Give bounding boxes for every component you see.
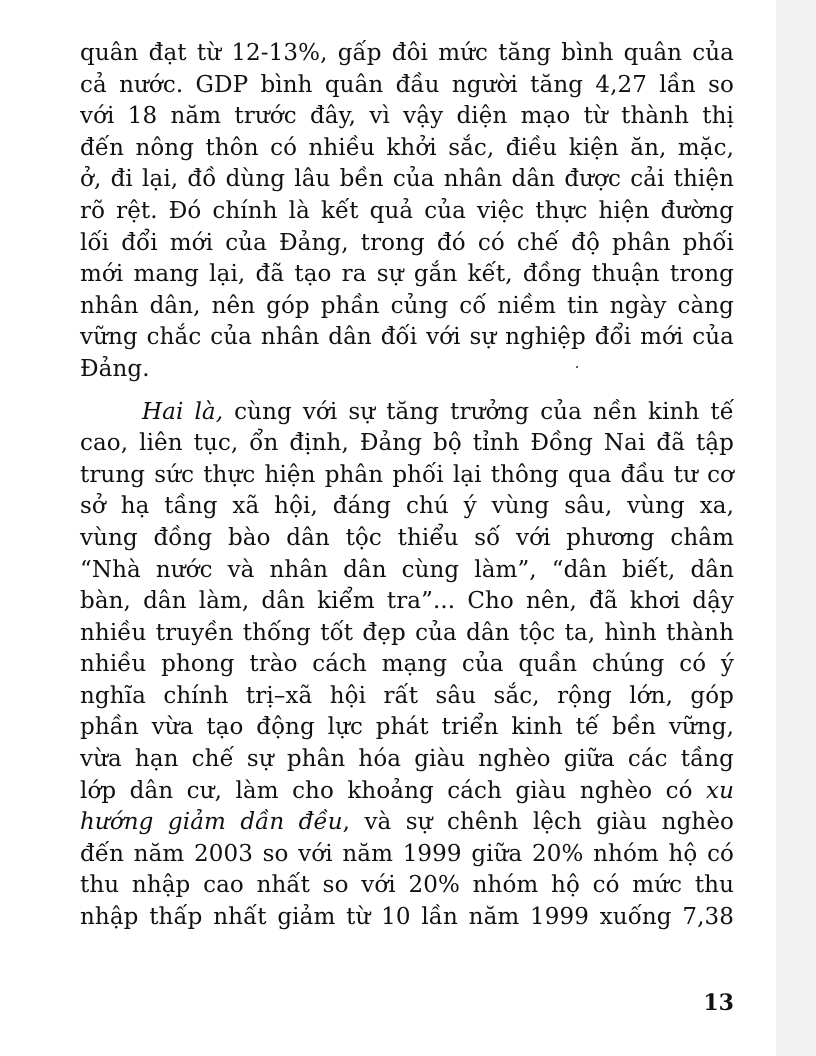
text-line: cả nước. GDP bình quân đầu người tăng 4,27 lần so [80,71,734,98]
text-line [80,807,734,839]
text-line [80,397,734,429]
text-line: bàn, dân làm, dân kiểm tra”... Cho nên, đã khơi dậy [80,588,734,615]
text-line: vừa hạn chế sự phân hóa giàu nghèo giữa các tầng [80,746,734,773]
text-line: phần vừa tạo động lực phát triển kinh tế bền vững, [80,714,734,741]
text-line [80,776,734,808]
paragraph-gap [80,386,734,397]
line-rest: cùng với sự tăng trưởng của nền kinh tế [223,398,734,425]
text-line: sở hạ tầng xã hội, đáng chú ý vùng sâu, vùng xa, [80,493,734,520]
text-line: ở, đi lại, đồ dùng lâu bền của nhân dân được cải thiện [80,166,734,193]
italic-phrase: xu [706,777,734,804]
print-speck [576,366,578,368]
italic-phrase: hướng giảm dần đều [80,809,343,836]
italic-lead: Hai là, [142,398,224,425]
text-line: trung sức thực hiện phân phối lại thông qua đầu tư cơ [80,461,734,488]
text-line: đến nông thôn có nhiều khởi sắc, điều kiện ăn, mặc, [80,134,734,161]
line-prefix: lớp dân cư, làm cho khoảng cách giàu nghèo có [80,777,707,804]
text-line: thu nhập cao nhất so với 20% nhóm hộ có mức thu [80,872,734,899]
text-line: mới mang lại, đã tạo ra sự gắn kết, đồng thuận trong [80,261,734,288]
text-line: cao, liên tục, ổn định, Đảng bộ tỉnh Đồng Nai đã tập [80,430,734,457]
text-line: lối đổi mới của Đảng, trong đó có chế độ phân phối [80,229,734,256]
text-line: nhân dân, nên góp phần củng cố niềm tin ngày càng [80,292,734,319]
text-line: nhiều phong trào cách mạng của quần chúng có ý [80,651,734,678]
text-line: vùng đồng bào dân tộc thiểu số với phương châm [80,524,734,551]
text-line: vững chắc của nhân dân đối với sự nghiệp đổi mới của [80,324,734,351]
text-line: rõ rệt. Đó chính là kết quả của việc thực hiện đường [80,197,734,224]
text-line: Đảng. [80,355,150,382]
line-rest: , và sự chênh lệch giàu nghèo [342,809,734,836]
text-line: nhiều truyền thống tốt đẹp của dân tộc ta, hình thành [80,619,734,646]
paragraph-2 [80,397,734,934]
text-line: nhập thấp nhất giảm từ 10 lần năm 1999 xuống 7,38 [80,904,734,931]
text-line: nghĩa chính trị–xã hội rất sâu sắc, rộng lớn, góp [80,682,734,709]
body-text [80,38,734,934]
paragraph-1 [80,38,734,386]
page-number: 13 [703,990,734,1016]
text-line: với 18 năm trước đây, vì vậy diện mạo từ thành thị [80,103,734,130]
text-line: “Nhà nước và nhân dân cùng làm”, “dân biết, dân [80,556,734,583]
text-line: đến năm 2003 so với năm 1999 giữa 20% nhóm hộ có [80,840,734,867]
page-edge-shadow [776,0,816,1056]
text-line: quân đạt từ 12-13%, gấp đôi mức tăng bình quân của [80,40,734,66]
